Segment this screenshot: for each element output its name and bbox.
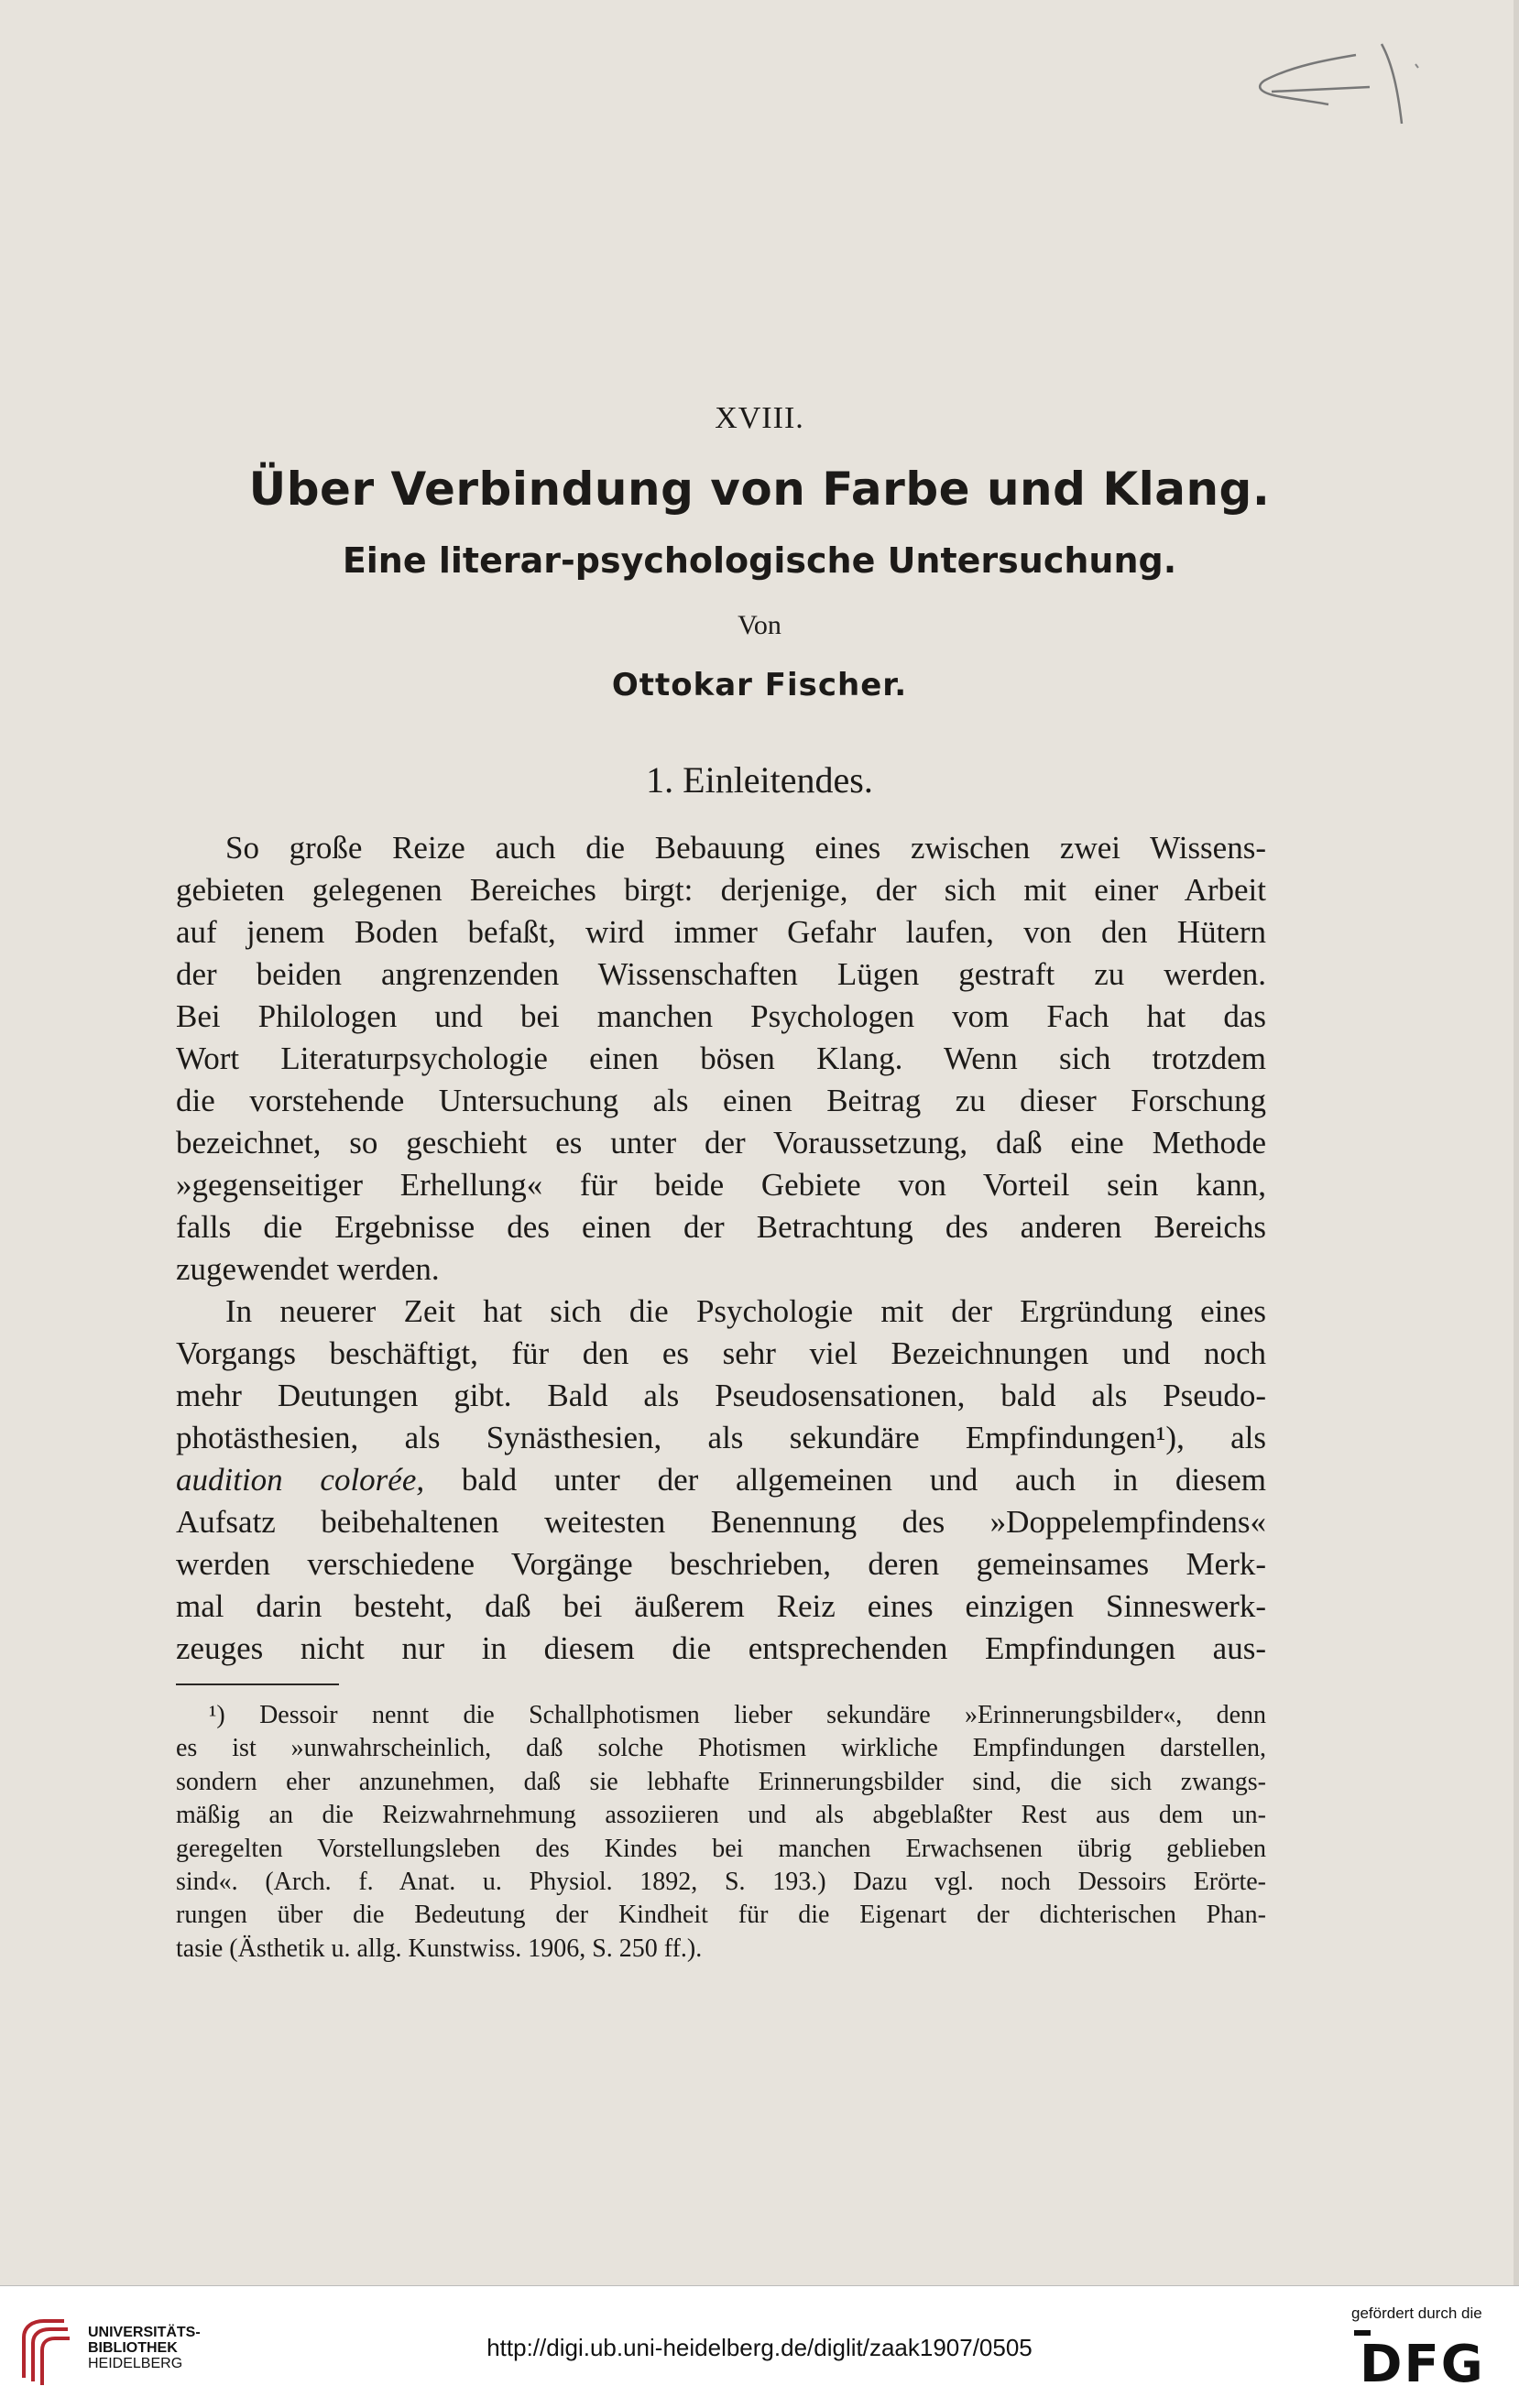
pencil-mark-icon	[1218, 37, 1429, 137]
footnote-line: mäßig an die Reizwahrnehmung assoziieren und als abgeblaßter Rest aus dem un-	[176, 1801, 1266, 1830]
dfg-logo-icon	[1354, 2328, 1496, 2389]
body-line-italic	[176, 1459, 1266, 1501]
body-line: zugewendet werden.	[176, 1251, 440, 1287]
footnote-line: sind«. (Arch. f. Anat. u. Physiol. 1892, S. 193.) Dazu vgl. noch Dessoirs Erörte-	[176, 1867, 1266, 1896]
footnote-line: rungen über die Bedeutung der Kindheit für die Eigenart der dichterischen Phan-	[176, 1901, 1266, 1930]
footnote-line: geregelten Vorstellungsleben des Kindes bei manchen Erwachsenen übrig geblieben	[176, 1834, 1266, 1863]
body-line: »gegenseitiger Erhellung« für beide Gebiete von Vorteil sein kann,	[176, 1167, 1266, 1203]
body-line: die vorstehende Untersuchung als einen Beitrag zu dieser Forschung	[176, 1083, 1266, 1118]
article-subtitle: Eine literar-psychologische Untersuchung.	[342, 540, 1177, 581]
chapter-number: XVIII.	[715, 401, 804, 435]
body-line: der beiden angrenzenden Wissenschaften Lügen gestraft zu werden.	[176, 956, 1266, 992]
permalink-url[interactable]: http://digi.ub.uni-heidelberg.de/diglit/zaak1907/0505	[486, 2334, 1033, 2361]
body-line: gebieten gelegenen Bereiches birgt: derjenige, der sich mit einer Arbeit	[176, 872, 1266, 908]
footnote-line: ¹) Dessoir nennt die Schallphotismen lieber sekundäre »Erinnerungsbilder«, denn	[209, 1701, 1266, 1729]
library-name-line: HEIDELBERG	[88, 2356, 183, 2371]
body-line: Wort Literaturpsychologie einen bösen Klang. Wenn sich trotzdem	[176, 1041, 1266, 1076]
section-heading: 1. Einleitendes.	[646, 759, 873, 801]
body-text	[176, 827, 1266, 1670]
dfg-logo-text: DFG	[1360, 2335, 1485, 2389]
library-name-line: BIBLIOTHEK	[88, 2340, 178, 2356]
author-name: Ottokar Fischer.	[611, 667, 908, 703]
italic-phrase: audition colorée,	[176, 1462, 425, 1498]
footnote-line: es ist »unwahrscheinlich, daß solche Photismen wirkliche Empfindungen darstellen,	[176, 1734, 1266, 1763]
viewer-footer	[0, 2285, 1519, 2408]
footnote-line: tasie (Ästhetik u. allg. Kunstwiss. 1906, S. 250 ff.).	[176, 1934, 703, 1963]
body-line: zeuges nicht nur in diesem die entsprechenden Empfindungen aus-	[176, 1630, 1266, 1666]
body-line: mehr Deutungen gibt. Bald als Pseudosensationen, bald als Pseudo-	[176, 1378, 1266, 1413]
body-line: Vorgangs beschäftigt, für den es sehr viel Bezeichnungen und noch	[176, 1335, 1266, 1371]
body-line: So große Reize auch die Bebauung eines zwischen zwei Wissens-	[225, 830, 1266, 866]
article-title: Über Verbindung von Farbe und Klang.	[248, 463, 1271, 516]
body-line: bezeichnet, so geschieht es unter der Voraussetzung, daß eine Methode	[176, 1125, 1266, 1160]
body-line: photästhesien, als Synästhesien, als sekundäre Empfindungen¹), als	[176, 1420, 1266, 1455]
footnote-line: sondern eher anzunehmen, daß sie lebhafte Erinnerungsbilder sind, die sich zwangs-	[176, 1767, 1266, 1796]
library-name-line: UNIVERSITÄTS-	[88, 2325, 201, 2340]
footnote	[176, 1699, 1266, 1966]
body-line-rest: bald unter der allgemeinen und auch in diesem	[461, 1462, 1266, 1498]
body-line: Aufsatz beibehaltenen weitesten Benennung des »Doppelempfindens«	[176, 1504, 1266, 1540]
footnote-divider	[176, 1683, 339, 1685]
body-line: In neuerer Zeit hat sich die Psychologie mit der Ergründung eines	[225, 1293, 1266, 1329]
byline-von: Von	[738, 610, 781, 640]
body-line: falls die Ergebnisse des einen der Betrachtung des anderen Bereichs	[176, 1209, 1266, 1245]
body-line: mal darin besteht, daß bei äußerem Reiz eines einzigen Sinneswerk-	[176, 1588, 1266, 1624]
body-line: werden verschiedene Vorgänge beschrieben, deren gemeinsames Merk-	[176, 1546, 1266, 1582]
funding-caption: gefördert durch die	[1351, 2304, 1482, 2322]
body-line: auf jenem Boden befaßt, wird immer Gefahr laufen, von den Hütern	[176, 914, 1266, 950]
body-line: Bei Philologen und bei manchen Psychologen vom Fach hat das	[176, 998, 1266, 1034]
